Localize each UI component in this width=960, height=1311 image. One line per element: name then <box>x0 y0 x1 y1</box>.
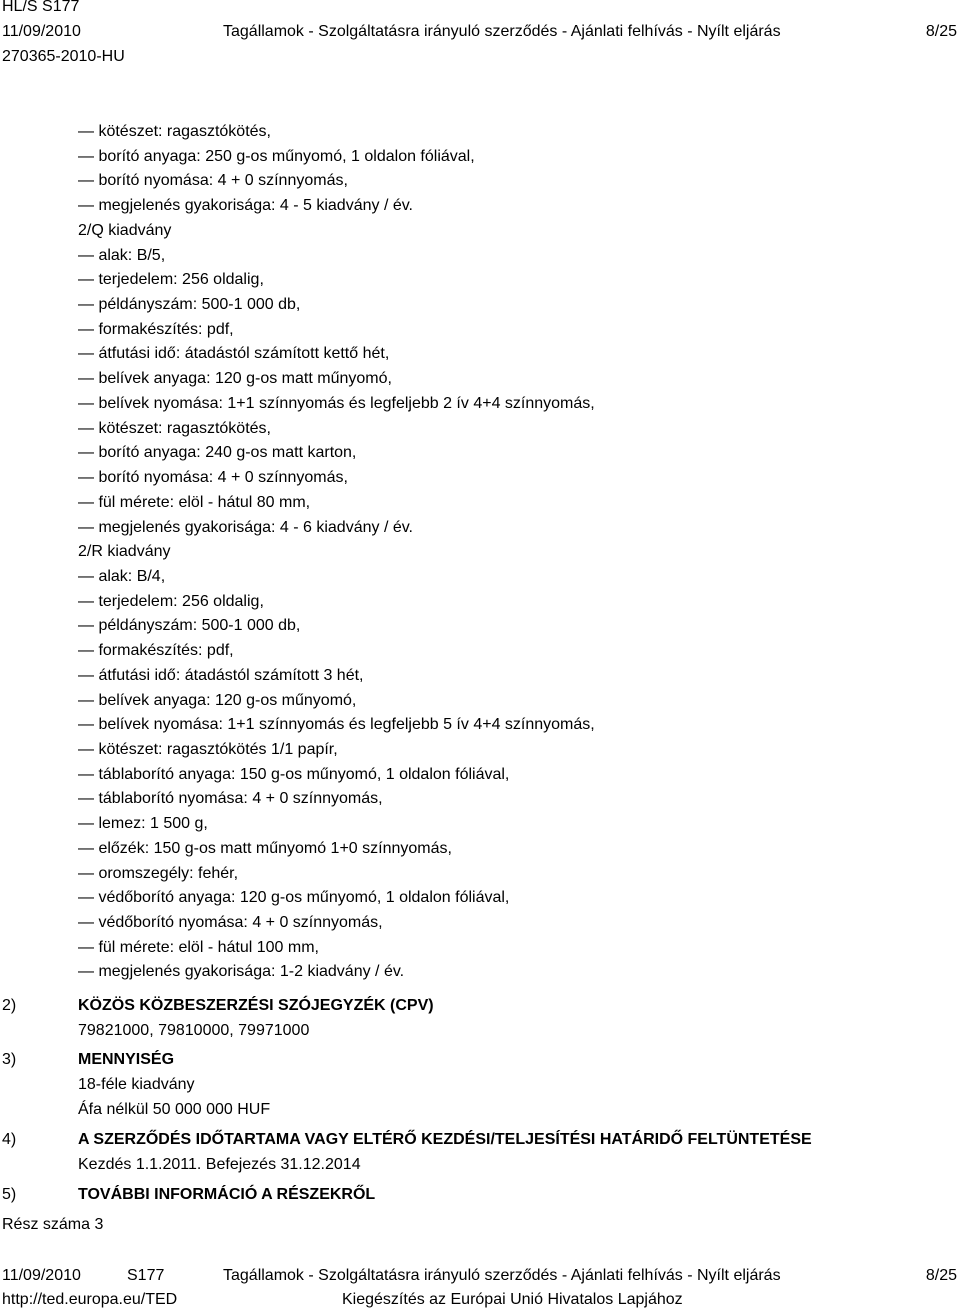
list-item: — borító anyaga: 240 g-os matt karton, <box>78 444 357 461</box>
section-text: Kezdés 1.1.2011. Befejezés 31.12.2014 <box>78 1156 361 1173</box>
section-text: 79821000, 79810000, 79971000 <box>78 1022 310 1039</box>
list-item: — példányszám: 500-1 000 db, <box>78 617 301 634</box>
list-item: — fül mérete: elöl - hátul 80 mm, <box>78 494 311 511</box>
footer-title: Tagállamok - Szolgáltatásra irányuló szerződés - Ajánlati felhívás - Nyílt eljárás <box>223 1267 781 1284</box>
part-number: Rész száma 3 <box>2 1216 104 1233</box>
list-item: — formakészítés: pdf, <box>78 642 234 659</box>
section-number: 2) <box>2 997 17 1014</box>
list-item: — táblaborító nyomása: 4 + 0 színnyomás, <box>78 790 383 807</box>
list-item: — formakészítés: pdf, <box>78 321 234 338</box>
list-item: — belívek anyaga: 120 g-os műnyomó, <box>78 692 357 709</box>
list-item: — táblaborító anyaga: 150 g-os műnyomó, 1 oldalon fóliával, <box>78 766 510 783</box>
header-reference: 270365-2010-HU <box>2 48 125 65</box>
list-item: — belívek nyomása: 1+1 színnyomás és legfeljebb 5 ív 4+4 színnyomás, <box>78 716 595 733</box>
list-item: — belívek nyomása: 1+1 színnyomás és legfeljebb 2 ív 4+4 színnyomás, <box>78 395 595 412</box>
section-text: 18-féle kiadvány <box>78 1076 195 1093</box>
header-doc-id: HL/S S177 <box>2 0 80 15</box>
list-item: — előzék: 150 g-os matt műnyomó 1+0 színnyomás, <box>78 840 452 857</box>
section-title: KÖZÖS KÖZBESZERZÉSI SZÓJEGYZÉK (CPV) <box>78 997 434 1014</box>
list-item: — belívek anyaga: 120 g-os matt műnyomó, <box>78 370 392 387</box>
list-item: — átfutási idő: átadástól számított 3 hét, <box>78 667 364 684</box>
list-item: — alak: B/4, <box>78 568 166 585</box>
list-item: — megjelenés gyakorisága: 1-2 kiadvány / év. <box>78 963 405 980</box>
footer-page-number: 8/25 <box>925 1267 957 1284</box>
list-item: — terjedelem: 256 oldalig, <box>78 593 264 610</box>
subsection-heading: 2/Q kiadvány <box>78 222 172 239</box>
header-title: Tagállamok - Szolgáltatásra irányuló szerződés - Ajánlati felhívás - Nyílt eljárás <box>223 23 781 40</box>
section-number: 3) <box>2 1051 17 1068</box>
list-item: — borító anyaga: 250 g-os műnyomó, 1 oldalon fóliával, <box>78 148 475 165</box>
list-item: — lemez: 1 500 g, <box>78 815 208 832</box>
footer-date: 11/09/2010 <box>2 1267 81 1284</box>
list-item: — védőborító nyomása: 4 + 0 színnyomás, <box>78 914 383 931</box>
list-item: — példányszám: 500-1 000 db, <box>78 296 301 313</box>
section-number: 5) <box>2 1186 17 1203</box>
list-item: — borító nyomása: 4 + 0 színnyomás, <box>78 172 348 189</box>
list-item: — terjedelem: 256 oldalig, <box>78 271 264 288</box>
section-title: TOVÁBBI INFORMÁCIÓ A RÉSZEKRŐL <box>78 1186 376 1203</box>
footer-supplement: Kiegészítés az Európai Unió Hivatalos Lapjához <box>342 1291 683 1308</box>
section-title: A SZERZŐDÉS IDŐTARTAMA VAGY ELTÉRŐ KEZDÉSI/TELJESÍTÉSI HATÁRIDŐ FELTÜNTETÉSE <box>78 1131 812 1148</box>
list-item: — alak: B/5, <box>78 247 166 264</box>
header-date: 11/09/2010 <box>2 23 81 40</box>
footer-series: S177 <box>127 1267 165 1284</box>
list-item: — megjelenés gyakorisága: 4 - 5 kiadvány / év. <box>78 197 413 214</box>
header-page-number: 8/25 <box>925 23 957 40</box>
section-number: 4) <box>2 1131 17 1148</box>
list-item: — oromszegély: fehér, <box>78 865 239 882</box>
section-title: MENNYISÉG <box>78 1051 175 1068</box>
list-item: — borító nyomása: 4 + 0 színnyomás, <box>78 469 348 486</box>
footer-url[interactable]: http://ted.europa.eu/TED <box>2 1291 178 1308</box>
list-item: — kötészet: ragasztókötés, <box>78 123 271 140</box>
section-text: Áfa nélkül 50 000 000 HUF <box>78 1101 271 1118</box>
list-item: — fül mérete: elöl - hátul 100 mm, <box>78 939 319 956</box>
list-item: — átfutási idő: átadástól számított kettő hét, <box>78 345 390 362</box>
list-item: — megjelenés gyakorisága: 4 - 6 kiadvány / év. <box>78 519 413 536</box>
list-item: — védőborító anyaga: 120 g-os műnyomó, 1 oldalon fóliával, <box>78 889 510 906</box>
subsection-heading: 2/R kiadvány <box>78 543 171 560</box>
list-item: — kötészet: ragasztókötés, <box>78 420 271 437</box>
list-item: — kötészet: ragasztókötés 1/1 papír, <box>78 741 338 758</box>
